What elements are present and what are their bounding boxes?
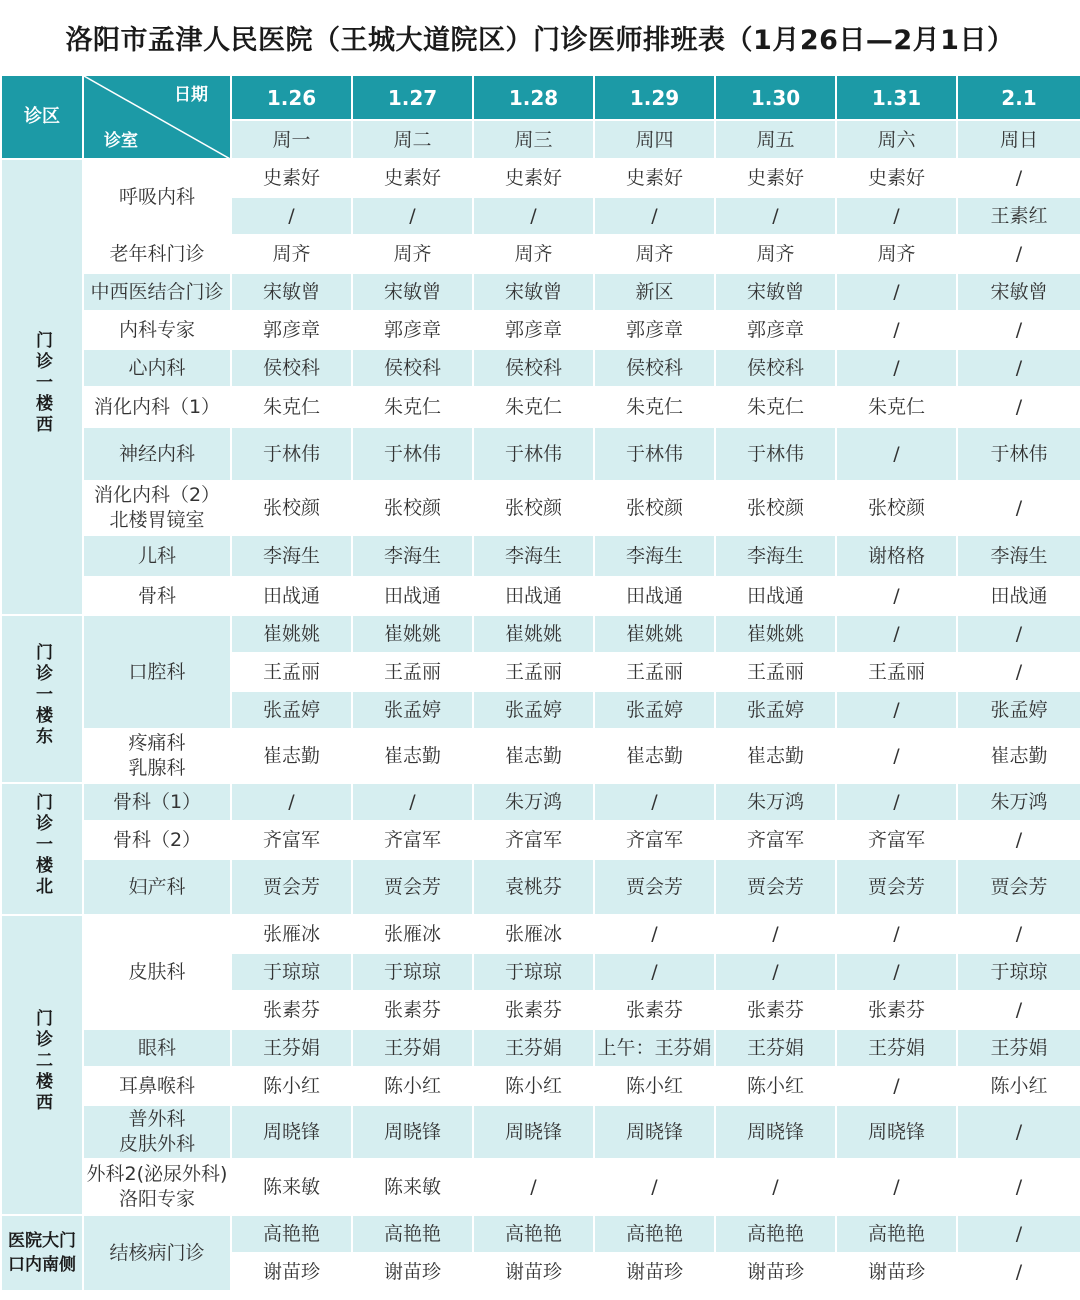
- doctor-cell: 齐富军: [352, 821, 473, 859]
- doctor-cell: 崔姚姚: [352, 615, 473, 653]
- schedule-row: [1, 729, 1080, 783]
- doctor-cell: 田战通: [473, 577, 594, 615]
- department-label-line: 皮肤外科: [118, 1133, 195, 1155]
- doctor-cell: 谢苗珍: [836, 1253, 957, 1291]
- doctor-cell: 崔志勤: [715, 729, 836, 783]
- doctor-cell: 张素芬: [231, 991, 352, 1029]
- empty-slot-cell: /: [957, 311, 1080, 349]
- doctor-cell: 宋敏曾: [473, 273, 594, 311]
- doctor-cell: 张孟婷: [231, 691, 352, 729]
- empty-slot-cell: /: [594, 1159, 715, 1215]
- doctor-cell: 周齐: [715, 235, 836, 273]
- empty-slot-cell: /: [715, 1159, 836, 1215]
- doctor-cell: 史素好: [473, 159, 594, 197]
- empty-slot-cell: /: [594, 783, 715, 821]
- doctor-cell: 张校颜: [836, 481, 957, 535]
- empty-slot-cell: /: [957, 653, 1080, 691]
- doctor-cell: 齐富军: [473, 821, 594, 859]
- empty-slot-cell: /: [957, 991, 1080, 1029]
- doctor-cell: 李海生: [231, 535, 352, 577]
- doctor-cell: 崔志勤: [231, 729, 352, 783]
- empty-slot-cell: /: [836, 915, 957, 953]
- doctor-cell: 田战通: [957, 577, 1080, 615]
- doctor-cell: 郭彦章: [594, 311, 715, 349]
- doctor-cell: 崔志勤: [352, 729, 473, 783]
- department-cell: 妇产科: [83, 859, 231, 915]
- doctor-cell: 李海生: [957, 535, 1080, 577]
- department-cell: 结核病门诊: [83, 1215, 231, 1291]
- empty-slot-cell: /: [836, 615, 957, 653]
- area-label: 医院大门口内南侧: [8, 1231, 76, 1275]
- schedule-row: [1, 821, 1080, 859]
- doctor-cell: 张校颜: [231, 481, 352, 535]
- area-cell: [1, 159, 83, 615]
- department-label-line: 疼痛科: [128, 732, 186, 754]
- doctor-cell: 谢苗珍: [715, 1253, 836, 1291]
- department-cell: 骨科（2）: [83, 821, 231, 859]
- doctor-cell: 郭彦章: [715, 311, 836, 349]
- empty-slot-cell: /: [957, 1253, 1080, 1291]
- doctor-cell: 史素好: [715, 159, 836, 197]
- department-label-line: 洛阳专家: [118, 1188, 195, 1210]
- doctor-cell: 齐富军: [594, 821, 715, 859]
- doctor-cell: 张素芬: [715, 991, 836, 1029]
- empty-slot-cell: /: [836, 197, 957, 235]
- area-label: 门诊二楼西: [32, 1009, 52, 1114]
- doctor-cell: 高艳艳: [352, 1215, 473, 1253]
- doctor-cell: 王孟丽: [231, 653, 352, 691]
- doctor-cell: 崔姚姚: [231, 615, 352, 653]
- doctor-cell: 张校颜: [715, 481, 836, 535]
- empty-slot-cell: /: [836, 273, 957, 311]
- area-label: 门诊一楼西: [32, 331, 52, 436]
- empty-slot-cell: /: [957, 1159, 1080, 1215]
- doctor-cell: 王孟丽: [715, 653, 836, 691]
- doctor-cell: 朱克仁: [473, 387, 594, 427]
- doctor-cell: 张素芬: [473, 991, 594, 1029]
- empty-slot-cell: /: [836, 577, 957, 615]
- doctor-cell: 宋敏曾: [352, 273, 473, 311]
- empty-slot-cell: /: [836, 953, 957, 991]
- doctor-cell: 侯校科: [473, 349, 594, 387]
- empty-slot-cell: /: [957, 481, 1080, 535]
- department-cell: 心内科: [83, 349, 231, 387]
- doctor-cell: 周晓锋: [352, 1105, 473, 1159]
- department-cell: 内科专家: [83, 311, 231, 349]
- doctor-cell: 陈小红: [473, 1067, 594, 1105]
- department-cell: [83, 1159, 231, 1215]
- doctor-cell: 谢苗珍: [352, 1253, 473, 1291]
- doctor-cell: 张孟婷: [352, 691, 473, 729]
- schedule-row: [1, 349, 1080, 387]
- diagonal-header: [83, 75, 231, 159]
- doctor-cell: 陈小红: [231, 1067, 352, 1105]
- doctor-cell: 侯校科: [352, 349, 473, 387]
- doctor-cell: 贾会芳: [836, 859, 957, 915]
- empty-slot-cell: /: [473, 197, 594, 235]
- doctor-cell: 宋敏曾: [231, 273, 352, 311]
- doctor-cell: 史素好: [836, 159, 957, 197]
- doctor-cell: 张校颜: [594, 481, 715, 535]
- doctor-cell: 史素好: [594, 159, 715, 197]
- doctor-cell: 谢苗珍: [231, 1253, 352, 1291]
- doctor-cell: 贾会芳: [231, 859, 352, 915]
- department-cell: 消化内科（1）: [83, 387, 231, 427]
- department-cell: 口腔科: [83, 615, 231, 729]
- empty-slot-cell: /: [715, 197, 836, 235]
- area-cell: [1, 1215, 83, 1291]
- doctor-cell: 崔志勤: [594, 729, 715, 783]
- empty-slot-cell: /: [352, 783, 473, 821]
- weekday-cell: 周二: [352, 120, 473, 159]
- empty-slot-cell: /: [957, 915, 1080, 953]
- doctor-cell: 谢苗珍: [594, 1253, 715, 1291]
- date-cell: 2.1: [957, 75, 1080, 120]
- department-cell: 骨科（1）: [83, 783, 231, 821]
- department-cell: 中西医结合门诊: [83, 273, 231, 311]
- weekday-cell: 周三: [473, 120, 594, 159]
- department-cell: 呼吸内科: [83, 159, 231, 235]
- doctor-cell: 张孟婷: [957, 691, 1080, 729]
- empty-slot-cell: /: [957, 235, 1080, 273]
- doctor-cell: 高艳艳: [473, 1215, 594, 1253]
- schedule-row: [1, 915, 1080, 953]
- empty-slot-cell: /: [836, 1067, 957, 1105]
- schedule-row: [1, 427, 1080, 481]
- doctor-cell: 朱万鸿: [473, 783, 594, 821]
- doctor-cell: 朱万鸿: [957, 783, 1080, 821]
- doctor-cell: 郭彦章: [352, 311, 473, 349]
- doctor-cell: 宋敏曾: [715, 273, 836, 311]
- doctor-cell: 崔志勤: [957, 729, 1080, 783]
- doctor-cell: 陈小红: [352, 1067, 473, 1105]
- doctor-cell: 王芬娟: [473, 1029, 594, 1067]
- doctor-cell: 张校颜: [473, 481, 594, 535]
- date-cell: 1.31: [836, 75, 957, 120]
- department-cell: 骨科: [83, 577, 231, 615]
- date-cell: 1.29: [594, 75, 715, 120]
- doctor-cell: 王芬娟: [231, 1029, 352, 1067]
- schedule-row: [1, 615, 1080, 653]
- doctor-cell: 张雁冰: [352, 915, 473, 953]
- date-cell: 1.27: [352, 75, 473, 120]
- area-cell: [1, 615, 83, 783]
- doctor-cell: 张雁冰: [473, 915, 594, 953]
- doctor-cell: 朱克仁: [352, 387, 473, 427]
- doctor-cell: 王芬娟: [352, 1029, 473, 1067]
- doctor-cell: 王芬娟: [836, 1029, 957, 1067]
- doctor-cell: 王素红: [957, 197, 1080, 235]
- page-title: 洛阳市孟津人民医院（王城大道院区）门诊医师排班表（1月26日—2月1日）: [65, 24, 1015, 56]
- doctor-cell: 高艳艳: [715, 1215, 836, 1253]
- doctor-cell: 李海生: [594, 535, 715, 577]
- schedule-row: [1, 535, 1080, 577]
- doctor-cell: 崔姚姚: [473, 615, 594, 653]
- empty-slot-cell: /: [957, 615, 1080, 653]
- doctor-cell: 于林伟: [231, 427, 352, 481]
- empty-slot-cell: /: [957, 1105, 1080, 1159]
- doctor-cell: 张素芬: [594, 991, 715, 1029]
- area-cell: [1, 783, 83, 915]
- empty-slot-cell: /: [836, 427, 957, 481]
- doctor-cell: 陈来敏: [231, 1159, 352, 1215]
- doctor-cell: 侯校科: [594, 349, 715, 387]
- doctor-cell: 史素好: [231, 159, 352, 197]
- doctor-cell: 史素好: [352, 159, 473, 197]
- doctor-cell: 周晓锋: [836, 1105, 957, 1159]
- doctor-cell: 袁桃芬: [473, 859, 594, 915]
- empty-slot-cell: /: [836, 349, 957, 387]
- doctor-cell: 张素芬: [352, 991, 473, 1029]
- doctor-cell: 崔志勤: [473, 729, 594, 783]
- doctor-cell: 周晓锋: [231, 1105, 352, 1159]
- doctor-cell: 李海生: [715, 535, 836, 577]
- weekday-cell: 周五: [715, 120, 836, 159]
- schedule-row: [1, 1067, 1080, 1105]
- doctor-cell: 贾会芳: [594, 859, 715, 915]
- empty-slot-cell: /: [957, 159, 1080, 197]
- doctor-cell: 谢苗珍: [473, 1253, 594, 1291]
- schedule-row: [1, 1029, 1080, 1067]
- empty-slot-cell: /: [836, 1159, 957, 1215]
- doctor-cell: 周晓锋: [473, 1105, 594, 1159]
- schedule-row: [1, 1159, 1080, 1215]
- doctor-cell: 齐富军: [836, 821, 957, 859]
- doctor-cell: 于林伟: [352, 427, 473, 481]
- empty-slot-cell: /: [957, 387, 1080, 427]
- doctor-cell: 宋敏曾: [957, 273, 1080, 311]
- doctor-cell: 周晓锋: [594, 1105, 715, 1159]
- doctor-cell: 于林伟: [957, 427, 1080, 481]
- doctor-cell: 齐富军: [231, 821, 352, 859]
- department-cell: 耳鼻喉科: [83, 1067, 231, 1105]
- doctor-cell: 王芬娟: [715, 1029, 836, 1067]
- department-cell: 老年科门诊: [83, 235, 231, 273]
- department-label-line: 消化内科（2）: [93, 484, 221, 506]
- schedule-row: [1, 1215, 1080, 1253]
- empty-slot-cell: /: [715, 915, 836, 953]
- schedule-table: [0, 74, 1080, 1292]
- schedule-row: [1, 273, 1080, 311]
- doctor-cell: 张雁冰: [231, 915, 352, 953]
- doctor-cell: 齐富军: [715, 821, 836, 859]
- department-label-line: 乳腺科: [128, 757, 186, 779]
- doctor-cell: 贾会芳: [352, 859, 473, 915]
- department-label-line: 普外科: [128, 1108, 186, 1130]
- doctor-cell: 于林伟: [715, 427, 836, 481]
- doctor-cell: 李海生: [352, 535, 473, 577]
- schedule-row: [1, 311, 1080, 349]
- doctor-cell: 于琼琼: [231, 953, 352, 991]
- doctor-cell: 田战通: [231, 577, 352, 615]
- doctor-cell: 张孟婷: [594, 691, 715, 729]
- department-cell: 皮肤科: [83, 915, 231, 1029]
- empty-slot-cell: /: [957, 1215, 1080, 1253]
- doctor-cell: 贾会芳: [715, 859, 836, 915]
- doctor-cell: 周齐: [836, 235, 957, 273]
- doctor-cell: 陈小红: [957, 1067, 1080, 1105]
- doctor-cell: 侯校科: [231, 349, 352, 387]
- empty-slot-cell: /: [352, 197, 473, 235]
- doctor-cell: 上午：王芬娟: [594, 1029, 715, 1067]
- area-cell: [1, 915, 83, 1215]
- doctor-cell: 田战通: [352, 577, 473, 615]
- empty-slot-cell: /: [594, 197, 715, 235]
- weekday-cell: 周一: [231, 120, 352, 159]
- doctor-cell: 王孟丽: [352, 653, 473, 691]
- schedule-row: [1, 481, 1080, 535]
- doctor-cell: 贾会芳: [957, 859, 1080, 915]
- schedule-row: [1, 577, 1080, 615]
- doctor-cell: 王孟丽: [473, 653, 594, 691]
- header-date-row: [1, 75, 1080, 120]
- empty-slot-cell: /: [594, 953, 715, 991]
- empty-slot-cell: /: [957, 821, 1080, 859]
- area-header: 诊区: [1, 75, 83, 159]
- doctor-cell: 崔姚姚: [715, 615, 836, 653]
- empty-slot-cell: /: [594, 915, 715, 953]
- doctor-cell: 王孟丽: [836, 653, 957, 691]
- department-label-line: 北楼胃镜室: [109, 509, 205, 531]
- department-cell: [83, 1105, 231, 1159]
- weekday-cell: 周日: [957, 120, 1080, 159]
- schedule-row: [1, 783, 1080, 821]
- doctor-cell: 陈小红: [715, 1067, 836, 1105]
- doctor-cell: 高艳艳: [836, 1215, 957, 1253]
- empty-slot-cell: /: [715, 953, 836, 991]
- doctor-cell: 田战通: [594, 577, 715, 615]
- empty-slot-cell: /: [836, 691, 957, 729]
- doctor-cell: 郭彦章: [231, 311, 352, 349]
- doctor-cell: 张素芬: [836, 991, 957, 1029]
- schedule-row: [1, 159, 1080, 197]
- schedule-row: [1, 1105, 1080, 1159]
- doctor-cell: 周齐: [594, 235, 715, 273]
- schedule-row: [1, 859, 1080, 915]
- doctor-cell: 谢格格: [836, 535, 957, 577]
- doctor-cell: 朱克仁: [715, 387, 836, 427]
- department-cell: 儿科: [83, 535, 231, 577]
- doctor-cell: 陈来敏: [352, 1159, 473, 1215]
- doctor-cell: 王芬娟: [957, 1029, 1080, 1067]
- room-label: 诊室: [104, 131, 138, 151]
- doctor-cell: 王孟丽: [594, 653, 715, 691]
- doctor-cell: 新区: [594, 273, 715, 311]
- empty-slot-cell: /: [836, 729, 957, 783]
- doctor-cell: 周齐: [352, 235, 473, 273]
- doctor-cell: 于琼琼: [352, 953, 473, 991]
- doctor-cell: 郭彦章: [473, 311, 594, 349]
- doctor-cell: 朱万鸿: [715, 783, 836, 821]
- doctor-cell: 崔姚姚: [594, 615, 715, 653]
- doctor-cell: 侯校科: [715, 349, 836, 387]
- date-cell: 1.28: [473, 75, 594, 120]
- doctor-cell: 朱克仁: [594, 387, 715, 427]
- doctor-cell: 周齐: [231, 235, 352, 273]
- doctor-cell: 陈小红: [594, 1067, 715, 1105]
- area-label: 门诊一楼东: [32, 643, 52, 748]
- doctor-cell: 于林伟: [473, 427, 594, 481]
- doctor-cell: 周晓锋: [715, 1105, 836, 1159]
- weekday-cell: 周四: [594, 120, 715, 159]
- department-label-line: 外科2(泌尿外科): [86, 1163, 228, 1185]
- doctor-cell: 周齐: [473, 235, 594, 273]
- doctor-cell: 于琼琼: [473, 953, 594, 991]
- department-cell: [83, 481, 231, 535]
- schedule-row: [1, 387, 1080, 427]
- doctor-cell: 高艳艳: [231, 1215, 352, 1253]
- date-cell: 1.26: [231, 75, 352, 120]
- schedule-row: [1, 235, 1080, 273]
- doctor-cell: 朱克仁: [231, 387, 352, 427]
- doctor-cell: 田战通: [715, 577, 836, 615]
- empty-slot-cell: /: [231, 783, 352, 821]
- doctor-cell: 于琼琼: [957, 953, 1080, 991]
- empty-slot-cell: /: [957, 349, 1080, 387]
- doctor-cell: 张孟婷: [715, 691, 836, 729]
- empty-slot-cell: /: [473, 1159, 594, 1215]
- area-label: 门诊一楼北: [32, 793, 52, 898]
- empty-slot-cell: /: [836, 783, 957, 821]
- doctor-cell: 李海生: [473, 535, 594, 577]
- doctor-cell: 张校颜: [352, 481, 473, 535]
- weekday-cell: 周六: [836, 120, 957, 159]
- department-cell: 眼科: [83, 1029, 231, 1067]
- doctor-cell: 于林伟: [594, 427, 715, 481]
- empty-slot-cell: /: [231, 197, 352, 235]
- department-cell: [83, 729, 231, 783]
- doctor-cell: 高艳艳: [594, 1215, 715, 1253]
- department-cell: 神经内科: [83, 427, 231, 481]
- date-cell: 1.30: [715, 75, 836, 120]
- date-label: 日期: [174, 85, 208, 105]
- empty-slot-cell: /: [836, 311, 957, 349]
- doctor-cell: 朱克仁: [836, 387, 957, 427]
- doctor-cell: 张孟婷: [473, 691, 594, 729]
